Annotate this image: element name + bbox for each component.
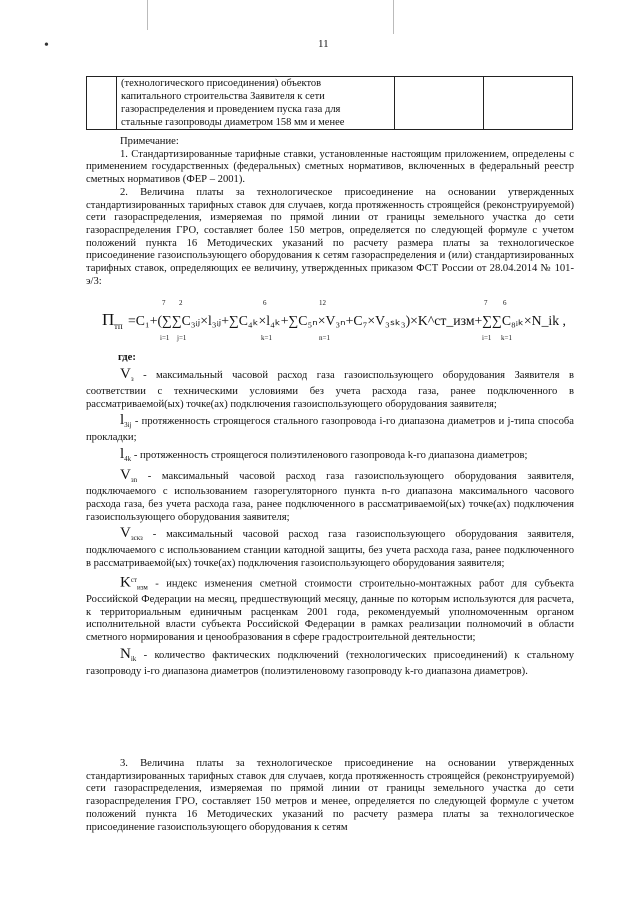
definition-l3ij [86,414,574,445]
scan-artifact-line [147,0,148,30]
definition-text: - максимальный часовой расход газа газоиспользующего оборудования заявителя, подключаемого с использованием газорегуляторного пункта n-го диапазона максимального часового расхода газа, без учета расхода газа, ранее подключенного в рассматриваемой(ых) точке(ах) подключения газоиспользующего оборудования заявителя; [86,470,574,523]
note-3-section [86,758,574,834]
sum-lower: k=1 [261,334,272,342]
table-cell-index [87,77,117,130]
definition-vzn [86,466,574,525]
definition-text: - протяженность строящегося полиэтиленового газопровода k-го диапазона диаметров; [131,449,528,461]
table-cell-line: (технологического присоединения) объектов [121,78,322,89]
definition-text: - количество фактических подключений (технологических присоединений) к стальному газопроводу i-го диапазона диаметров (полиэтиленовому газопроводу k-го диапазона диаметров). [86,649,574,677]
definition-vz [86,368,574,411]
sum-lower: i=1 [160,334,170,342]
note-2: 2. Величина платы за технологическое присоединение на основании утвержденных стандартизированных тарифных ставок для случаев, когда протяженность строящейся (реконструируемой) сети газораспределения, измеряемая по прямой линии от границы земельного участка до сети газораспределения ГРО, составляет более 150 метров, определяется по следующей формуле с учетом положений пункта 16 Методических указаний по расчету размера платы за технологическое присоединение газоиспользующего оборудования к сетям газораспределения и (или) стандартизированных тарифных ставок, определяющих ее величину, утвержденных приказом ФСТ России от 28.04.2014 № 101-э/3: [86,186,574,287]
note-3: 3. Величина платы за технологическое присоединение на основании утвержденных стандартизированных тарифных ставок для случаев, когда протяженность строящейся (реконструируемой) сети газораспределения, измеряемая по прямой линии от границы земельного участка до сети газораспределения ГРО, составляет 150 метров и менее, определяется по следующей формуле с учетом положений пункта 16 Методических указаний по расчету размера платы за технологическое присоединение газоиспользующего оборудования к сетям [86,758,574,833]
definition-text: - протяженность строящегося стального газопровода i-го диапазона диаметров и j-типа способа прокладки; [86,416,574,444]
symbol: K [120,574,131,591]
table-cell-line: газораспределения и проведением пуска газа для [121,104,341,115]
formula-lhs: П [102,310,115,329]
definition-l4k [86,445,574,466]
table-cell-description [117,77,395,130]
symbol: l [120,412,125,429]
symbol: V [120,525,131,542]
symbol-sub: ik [130,654,137,663]
scan-mark: • [44,38,49,53]
definition-kizm [86,574,574,645]
table-cell-unit [395,77,484,130]
definitions-list [86,368,574,681]
table-cell-rate [484,77,573,130]
tariff-table [86,76,573,130]
formula-lhs-sub: тп [114,321,123,331]
sum-upper: 2 [179,299,183,307]
definition-vzskz [86,527,574,570]
symbol: l [120,445,125,462]
note-1: 1. Стандартизированные тарифные ставки, установленные настоящим приложением, определены с применением государственных (федеральных) сметных нормативов, включенных в федеральный реестр сметных нормативов (ФЕР – 2001). [86,148,574,186]
sum-lower: i=1 [482,334,492,342]
definition-nik [86,645,574,679]
sum-upper: 12 [319,299,326,307]
formula-rhs: =C₁+(∑∑C₃ᵢⱼ×l₃ᵢⱼ+∑C₄ₖ×l₄ₖ+∑C₅ₙ×V₃ₙ+C₇×V₃ₛₖ₃)×K^ст_изм+∑∑C₈ᵢₖ×N_ik , [128,313,566,328]
symbol-sub: зскз [130,534,143,543]
table-cell-line: капитального строительства Заявителя к сети [121,91,325,102]
sum-upper: 6 [263,299,267,307]
symbol: N [120,645,131,662]
definition-text: - индекс изменения сметной стоимости строительно-монтажных работ для субъекта Российской Федерации на месяц, предшествующий месяцу, данные по которым используются для расчета, к территориальным единичным расценкам 2001 года, рекомендуемый уполномоченным органом исполнительной власти субъекта Российской Федерации в рамках реализации полномочий в области сметного нормирования и ценообразования в сфере градостроительной деятельности; [86,578,574,644]
table-cell-line: стальные газопроводы диаметром 158 мм и менее [121,117,345,128]
symbol: V [120,466,131,483]
sum-upper: 7 [484,299,488,307]
sum-lower: k=1 [501,334,512,342]
sum-upper: 6 [503,299,507,307]
where-label: где: [118,352,136,363]
sum-lower: n=1 [319,334,330,342]
sum-upper: 7 [162,299,166,307]
sum-lower: j=1 [177,334,187,342]
table-row [87,77,573,130]
symbol-sub: 3ij [124,421,132,430]
page-number: 11 [318,38,329,50]
notes-section [86,136,574,288]
note-heading: Примечание: [120,136,179,147]
symbol-sub: з [130,375,134,384]
symbol: V [120,366,131,382]
symbol-sub: зn [130,475,138,484]
symbol-sub: изм [137,583,148,592]
fee-formula [100,296,570,342]
definition-text: - максимальный часовой расход газа газоиспользующего оборудования заявителя, подключаемого с использованием станции катодной защиты, без учета расхода газа, ранее подключенного в рассматриваемой(ых) точке(ах) подключения газоиспользующего оборудования заявителя; [86,529,574,569]
symbol-sup: ст [130,575,138,584]
symbol-sub: 4k [124,454,132,463]
definition-text: - максимальный часовой расход газа газоиспользующего оборудования Заявителя в соответствии с техническими условиями без учета расхода газа, ранее подключенного в рассматриваемой(ых) точке(ах) подключения газоиспользующего оборудования заявителя; [86,370,574,410]
scan-artifact-line [393,0,394,34]
